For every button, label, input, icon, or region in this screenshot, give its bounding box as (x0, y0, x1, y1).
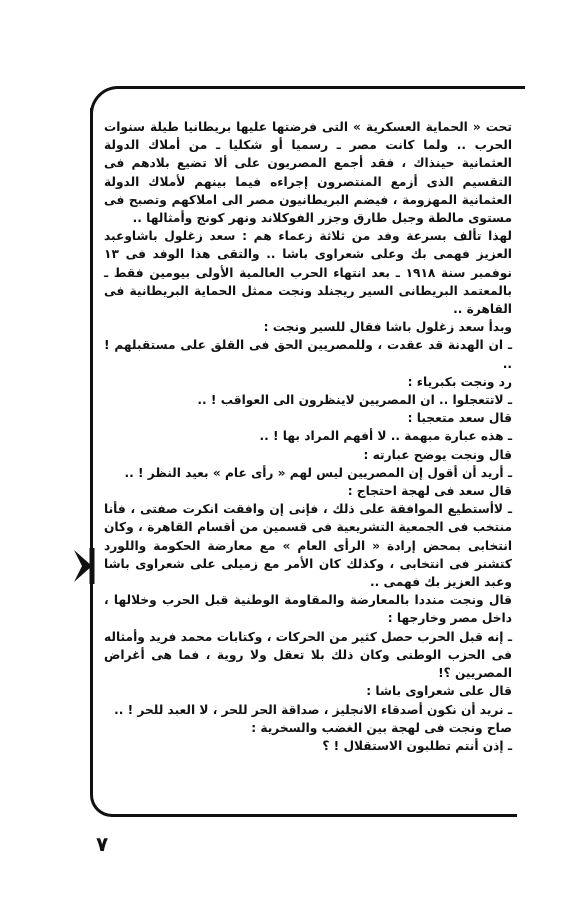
page-frame-top (90, 86, 525, 115)
paragraph: قال ونجت يوضح عبارته : (363, 447, 512, 462)
paragraph: رد ونجت بكبرياء : (407, 374, 512, 389)
page-number: ٧ (96, 832, 109, 856)
paragraph: ـ إذن أنتم تطلبون الاستقلال ! ؟ (322, 738, 512, 753)
paragraph: قال ونجت منددا بالمعارضة والمقاومة الوطنية قبل الحرب وخلالها ، داخل مصر وخارجها : (104, 593, 512, 626)
paragraph: ـ إنه قبل الحرب حصل كثير من الحركات ، وكتابات محمد فريد وأمثاله فى الحزب الوطنى وكان ذلك بلا تعقل ولا روية ، فما هى أغراض المصريين ؟! (104, 629, 512, 681)
paragraph: تحت « الحماية العسكرية » التى فرضتها عليها بريطانيا طيلة سنوات الحرب .. ولما كانت مصر ـ رسميا أو شكليا ـ من أملاك الدولة العثمانية حينذاك ، فقد أجمع المصريون على ألا تضيع بلادهم فى التقسيم الذى أزمع المنتصرون إجراءه فيما بينهم لأملاك الدولة العثمانية المهزومة ، فيضم البريطانيون مصر الى املاكهم وتصبح فى مستوى مالطة وجبل طارق وجزر الفوكلاند ونهر كونج وأمثالها .. (104, 120, 512, 226)
page-frame-bottom (90, 792, 517, 817)
paragraph: ـ لاتتعجلوا .. ان المصريين لاينظرون الى العواقب ! .. (197, 393, 512, 408)
paragraph: ـ ان الهدنة قد عقدت ، وللمصريين الحق فى القلق على مستقبلهم ! .. (104, 338, 512, 371)
paragraph: لهذا تألف بسرعة وفد من ثلاثة زعماء هم : سعد زغلول باشاوعبد العزيز فهمى بك وعلى شعراوى باشا .. والتقى هذا الوفد فى ١٣ نوفمبر سنة ١٩١٨ ـ بعد انتهاء الحرب العالمية الأولى بيومين فقط ـ بالمعتمد البريطانى السير ريجنلد ونجت ممثل الحماية البريطانية فى القاهرة .. (104, 229, 512, 317)
page-frame-left (90, 108, 93, 548)
page-body-text (104, 118, 512, 755)
paragraph: ـ لاأستطيع الموافقة على ذلك ، فإنى إن وافقت انكرت صفتى ، فأنا منتخب فى الجمعية التشريعية فى قسمين من أقسام القاهرة ، وكان انتخابى بمحض إرادة « الرأى العام » مع معارضة الحكومة واللورد كتشنر فى انتخابى ، وكذلك كان الأمر مع زميلى على شعراوى باشا وعبد العزيز بك فهمى .. (104, 502, 512, 590)
paragraph: قال سعد فى لهجة احتجاج : (347, 484, 512, 499)
page-frame-left-lower (90, 584, 93, 792)
paragraph: وبدأ سعد زغلول باشا فقال للسير ونجت : (263, 320, 512, 335)
paragraph: ـ أريد أن أقول إن المصريين ليس لهم « رأى عام » بعيد النظر ! .. (124, 465, 512, 480)
paragraph: ـ نريد أن نكون أصدقاء الانجليز ، صداقة الحر للحر ، لا العبد للحر ! .. (114, 702, 512, 717)
frame-corner-ornament-icon (68, 546, 102, 586)
paragraph: قال سعد متعجبا : (407, 411, 512, 426)
paragraph: صاح ونجت فى لهجة بين الغضب والسخرية : (251, 720, 512, 735)
paragraph: قال على شعراوى باشا : (366, 684, 512, 699)
paragraph: ـ هذه عبارة مبهمة .. لا أفهم المراد بها ! .. (259, 429, 512, 444)
